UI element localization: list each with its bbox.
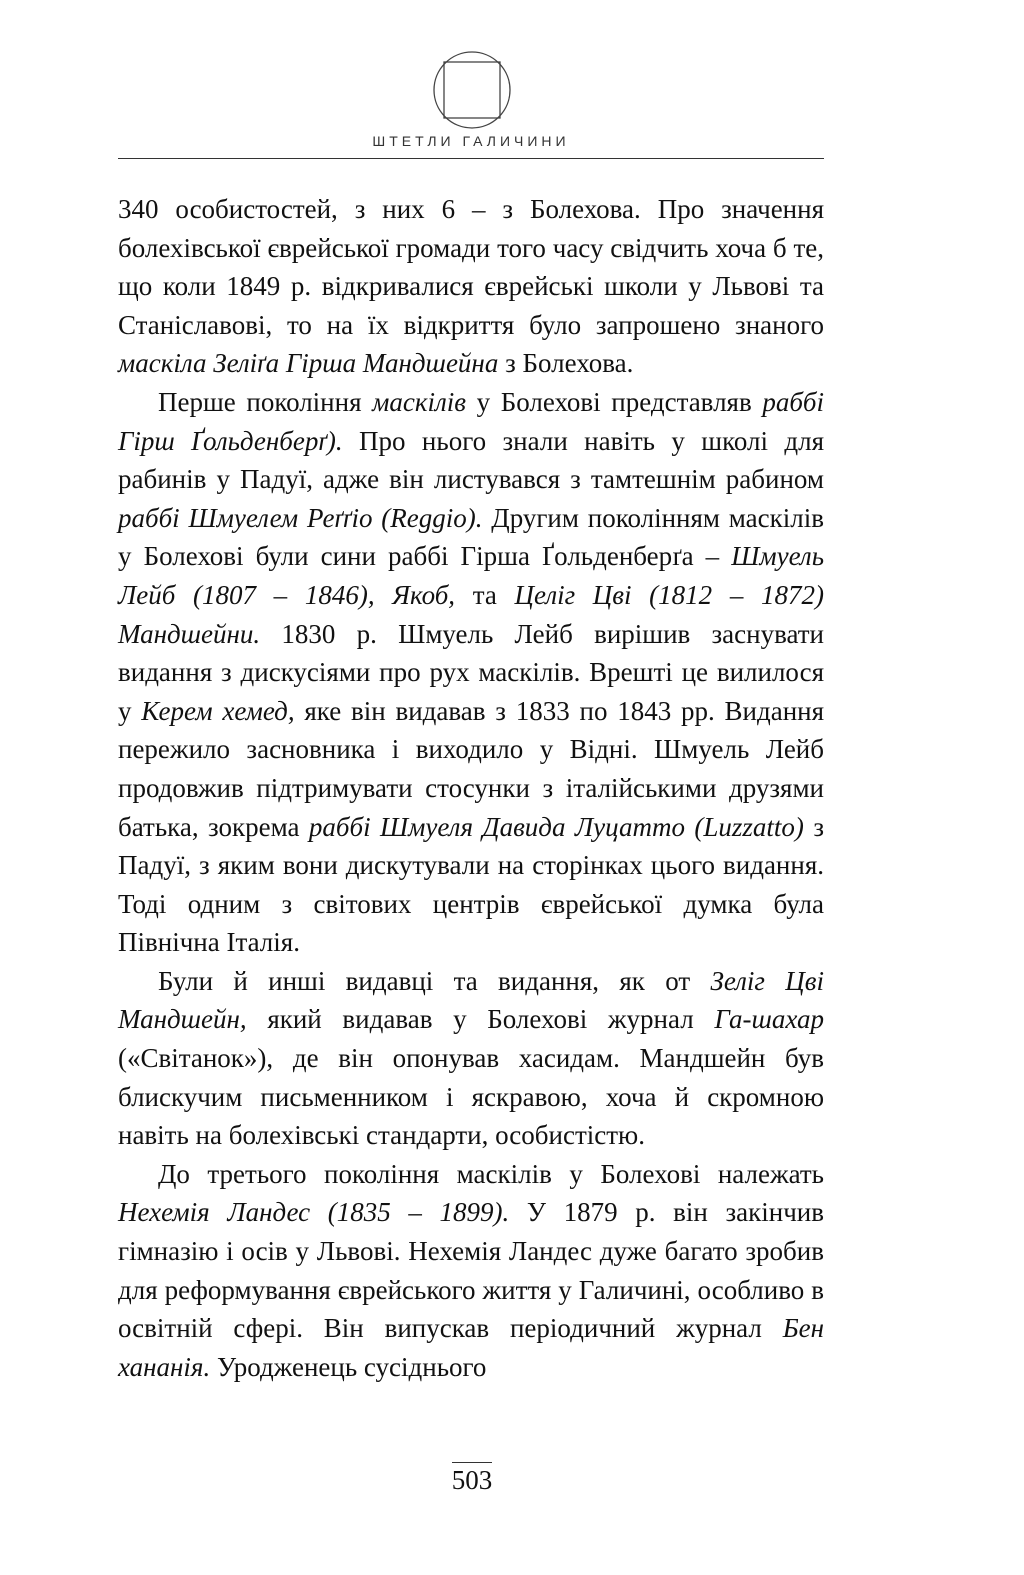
paragraph [118,1155,824,1387]
text-run: який видавав у Болехові журнал [246,1004,715,1035]
paragraph [118,383,824,962]
circle-square-logo-icon [432,50,512,130]
italic-text-run: маскілів [372,386,466,417]
text-run: 340 особистостей, з них 6 – з Болехова. Про значення болехівської єврейської громади того часу свідчить хоча б те, що коли 1849 р. відкривалися єврейські школи у Львові та Станіславові, то на їх відкриття було запрошено знаного [118,194,824,340]
text-run: з Болехова. [498,348,634,379]
text-run: та [455,579,515,610]
text-run: з Падуї, з яким вони дискутували на сторінках цього видання. Тоді одним з світових центрів єврейської думка була Північна Італія. [118,811,824,958]
running-head: ШТЕТЛИ ГАЛИЧИНИ [372,133,570,149]
page-number: 503 [452,1462,493,1496]
italic-text-run: Га-шахар [714,1004,824,1035]
text-run: («Світанок»), де він опонував хасидам. Мандшейн був блискучим письменником і яскравою, хоча й скромною навіть на болехівські стандарти, особистістю. [118,1043,824,1151]
italic-text-run: Керем хемед, [141,695,295,726]
paragraph [118,190,824,383]
page-footer [0,1462,944,1496]
italic-text-run: Зеліг Цві Мандшейн, [118,965,824,1035]
text-run: У 1879 р. він закінчив гімназію і осів у Львові. Нехемія Ландес дуже багато зробив для реформування єврейського життя у Галичині, особливо в освітній сфері. Він випускав періодичний журнал [118,1197,825,1344]
italic-text-run: Нехемія Ландес (1835 – 1899). [118,1197,510,1228]
paragraph [118,962,824,1155]
italic-text-run: раббі Шмуеля Давида Луцатто (Luzzatto) [308,811,804,842]
text-run: Другим поколінням маскілів у Болехові були сини раббі Гірша Ґольденберґа [118,502,824,572]
italic-text-run: маскіла Зеліґа Гірша Мандшейна [118,348,499,379]
text-run: Були й инші видавці та видання, як от [158,965,711,996]
text-run: яке він видавав з 1833 по 1843 рр. Видання пережило засновника і виходило у Відні. Шмуель Лейб продовжив підтримувати стосунки з італійськими друзями батька, зокрема [118,695,825,842]
text-run: До третього покоління маскілів у Болехові належать [158,1158,824,1189]
text-run: Уродженець сусіднього [210,1351,487,1382]
text-run: у Болехові представляв [465,386,763,417]
body-text [118,190,824,1386]
header-rule [118,158,824,159]
italic-text-run: – Шмуель Лейб (1807 – 1846), Якоб, [118,541,824,610]
italic-text-run: раббі Гірш Ґольденберґ). [118,386,825,456]
text-run: 1830 р. Шмуель Лейб вирішив заснувати видання з дискусіями про рух маскілів. Врешті це вилилося у [118,618,824,726]
text-run: Про нього знали навіть у школі для рабинів у Падуї, адже він листувався з тамтешнім рабином [118,425,824,495]
italic-text-run: Целіг Цві (1812 – 1872) Мандшейни. [118,579,824,649]
italic-text-run: Бен хананія. [118,1313,824,1382]
italic-text-run: раббі Шмуелем Реґґіо (Reggio). [118,502,483,533]
text-run: Перше покоління [158,386,373,417]
